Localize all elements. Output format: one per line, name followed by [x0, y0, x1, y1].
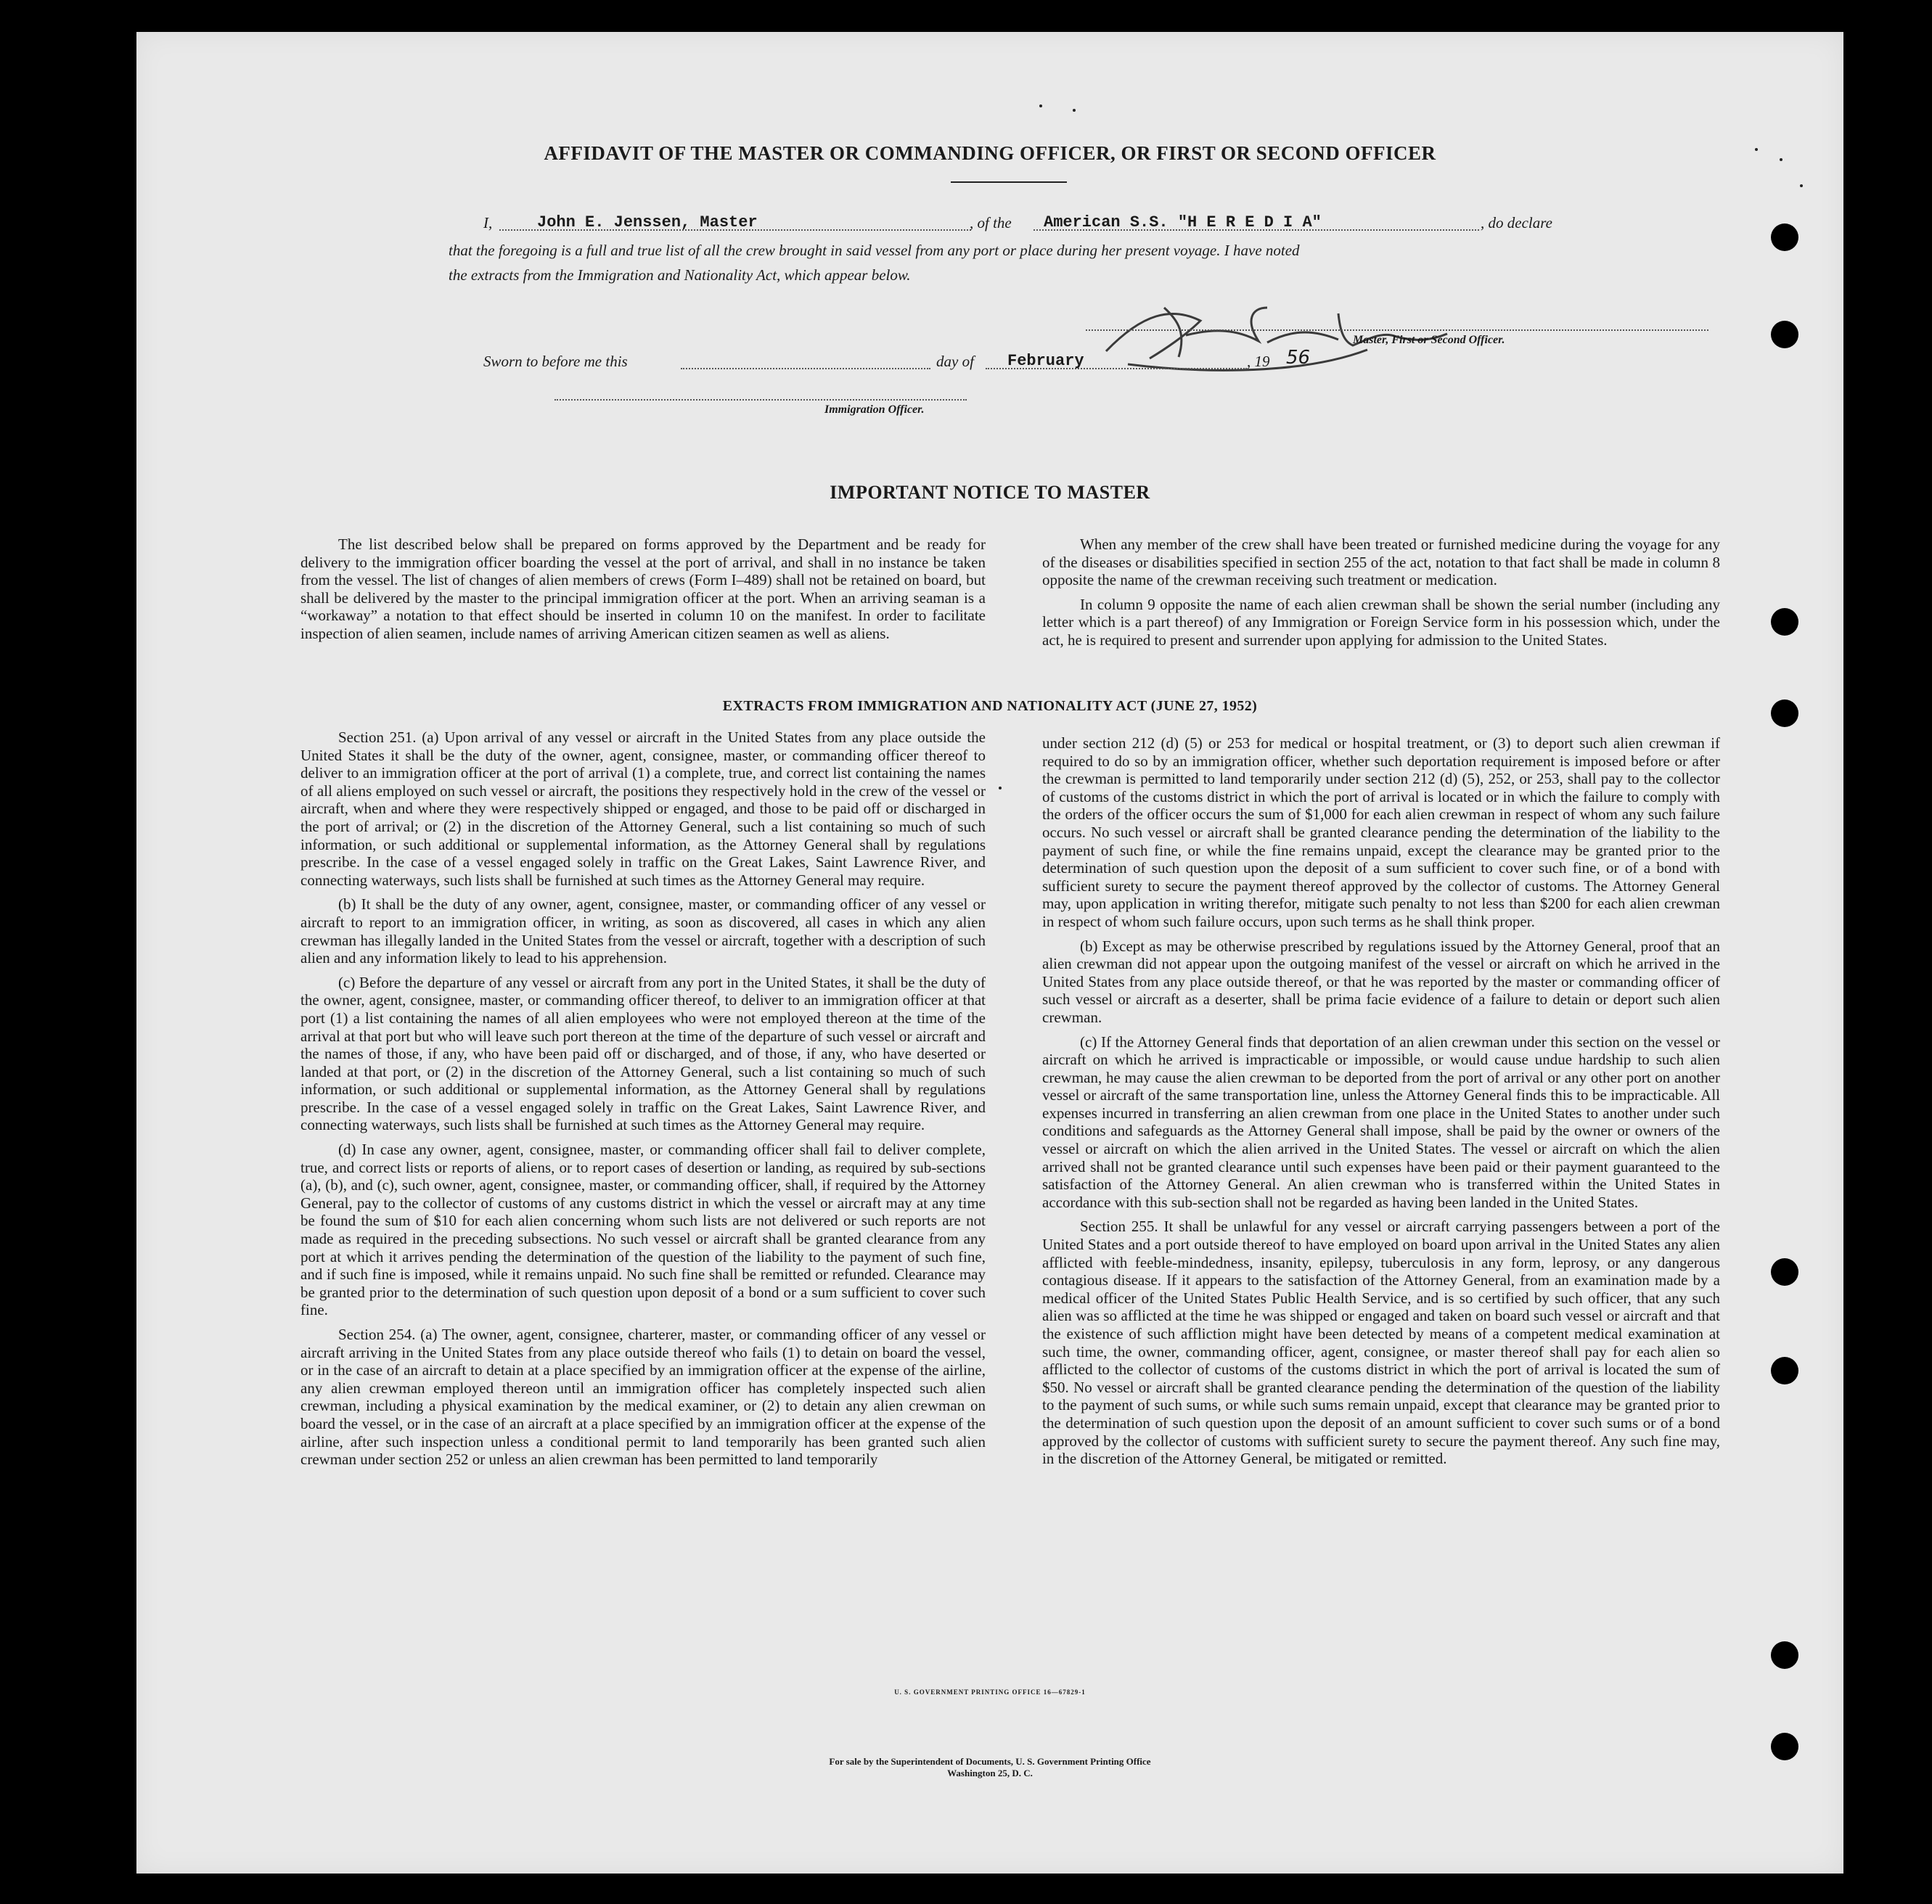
punch-hole [1771, 1733, 1798, 1760]
do-declare-label: , do declare [1481, 214, 1552, 231]
section-254-c: (c) If the Attorney General finds that deportation of an alien crewman under this section on the vessel or aircraft on which he arrived is impracticable or impossible, or would cause undue hardship to such alien crewman, he may cause the alien crewman to be deported from the port of arrival or any other port on another vessel or aircraft of the same transportation line, unless the Attorney General finds this to be impracticable. All expenses incurred in transferring an alien crewman from one place in the United States to another under such conditions and safeguards as the Attorney General shall impose, shall be paid by the owner or owners of the vessel or aircraft on which the alien arrived in the United States. The vessel or aircraft on which the alien arrived shall not be granted clearance until such expenses have been paid or their payment guaranteed to the satisfaction of the Attorney General. An alien crewman who is transferred within the United States in accordance with this sub-section shall not be regarded as having been landed in the United States. [1042, 1033, 1720, 1211]
notice-left-column [300, 536, 986, 649]
year-field[interactable]: 56 [1286, 347, 1311, 369]
punch-hole [1771, 1357, 1798, 1384]
declaration-line-3: the extracts from the Immigration and Nationality Act, which appear below. [449, 266, 911, 284]
day-of-label: day of [936, 353, 974, 370]
section-255: Section 255. It shall be unlawful for any vessel or aircraft carrying passengers between a port of the United States and a port outside thereof to have employed on board upon arrival in the United States any alien afflicted with feeble-mindedness, insanity, epilepsy, tuberculosis in any form, leprosy, or any dangerous contagious disease. If it appears to the satisfaction of the Attorney General, from an examination made by a medical officer of the United States Public Health Service, and is so certified by such officer, that any such alien was so afflicted at the time he was shipped or engaged and taken on board such vessel or aircraft and that the existence of such affliction might have been detected by means of a competent medical examination at such time, the owner, commanding officer, agent, consignee, or master thereof shall pay for each alien so afflicted to the collector of customs of the customs district in which the port of arrival is located the sum of $50. No vessel or aircraft shall be granted clearance pending the determination of the question of the liability to the payment of such sums, or while such sums remain unpaid, except that clearance may be granted prior to the determination of such question upon the deposit of an amount sufficient to cover such sums or of a bond approved by the collector of customs with sufficient surety to secure the payment thereof. Any such fine may, in the discretion of the Attorney General, be mitigated or remitted. [1042, 1218, 1720, 1468]
section-251-d: (d) In case any owner, agent, consignee, master, or commanding officer shall fail to deliver complete, true, and correct lists or reports of aliens, or to report cases of desertion or landing, as required by sub-sections (a), (b), and (c), such owner, agent, consignee, master, or commanding officer, shall, if required by the Attorney General, pay to the collector of customs of any customs district in which the vessel or aircraft may at any time be found the sum of $10 for each alien concerning whom such lists are not delivered or such reports are not made as required in the preceding subsections. No such vessel or aircraft shall be granted clearance from any port at which it arrives pending the determination of the question of the liability to the payment of such fine, and if such fine is imposed, while it remains unpaid. No such fine shall be remitted or refunded. Clearance may be granted prior to the determination of such question upon deposit of a bond or a sum sufficient to cover such fine. [300, 1141, 986, 1319]
master-name-field[interactable]: John E. Jenssen, Master [537, 213, 758, 231]
month-field[interactable]: February [1007, 352, 1084, 370]
punch-hole [1771, 699, 1798, 727]
sworn-day-dotted-line [681, 368, 930, 369]
of-the-label: , of the [970, 214, 1012, 231]
sale-notice-line-2: Washington 25, D. C. [947, 1768, 1033, 1778]
sale-notice-line-1: For sale by the Superintendent of Documents, U. S. Government Printing Office [829, 1756, 1151, 1767]
extracts-left-column [300, 729, 986, 1475]
section-251-a: Section 251. (a) Upon arrival of any vessel or aircraft in the United States from any place outside the United States it shall be the duty of the owner, agent, consignee, master, or commanding officer thereof to deliver to an immigration officer at the port of arrival (1) a complete, true, and correct list containing the names of all aliens employed on such vessel or aircraft, the positions they respectively hold in the crew of the vessel or aircraft, when and where they were respectively shipped or engaged, and those to be paid off or discharged in the port of arrival; or (2) in the discretion of the Attorney General, such a list containing so much of such information, or such additional or supplemental information, as the Attorney General shall by regulations prescribe. In the case of a vessel engaged solely in traffic on the Great Lakes, Saint Lawrence River, and connecting waterways, such lists shall be furnished at such times as the Attorney General may require. [300, 729, 986, 889]
punch-hole [1771, 1258, 1798, 1286]
punch-hole [1771, 321, 1798, 348]
section-251-c: (c) Before the departure of any vessel or aircraft from any port in the United States, it shall be the duty of the owner, agent, consignee, master, or commanding officer thereof, to deliver to an immigration officer at that port (1) a list containing the names of all alien employees who were not employed thereon at the time of the arrival at that port but who will leave such port thereon at the time of the departure of such vessel or aircraft and the names of those, if any, who have been paid off or discharged, and of those, if any, who have deserted or landed at that port, or (2) in the discretion of the Attorney General, such a list containing so much of such information, or such additional or supplemental information, as the Attorney General shall by regulations prescribe. In the case of a vessel engaged solely in traffic on the Great Lakes, Saint Lawrence River, and connecting waterways, such lists shall be furnished at such times as the Attorney General may require. [300, 973, 986, 1134]
sale-notice [136, 1756, 1843, 1779]
sworn-label: Sworn to before me this [483, 353, 628, 370]
section-254-a: Section 254. (a) The owner, agent, consignee, charterer, master, or commanding officer of any vessel or aircraft arriving in the United States from any place outside thereof who fails (1) to detain on board the vessel, or in the case of an aircraft to detain at a place specified by an immigration officer at the expense of the airline, any alien crewman employed thereon until an immigration officer has completely inspected such alien crewman, including a physical examination by the medical examiner, or (2) to detain any alien crewman on board the vessel, or in the case of an aircraft at a place specified by an immigration officer at the expense of the airline, after such inspection unless a conditional permit to land temporarily has been granted such alien crewman under section 252 or unless an alien crewman has been permitted to land temporarily [300, 1326, 986, 1469]
immigration-officer-dotted-line [554, 399, 967, 401]
extracts-title: EXTRACTS FROM IMMIGRATION AND NATIONALITY ACT (JUNE 27, 1952) [722, 698, 1258, 714]
declaration-line-2: that the foregoing is a full and true list of all the crew brought in said vessel from any port or place during her present voyage. I have noted [449, 242, 1300, 259]
notice-paragraph: When any member of the crew shall have been treated or furnished medicine during the voyage for any of the diseases or disabilities specified in section 255 of the act, notation to that fact shall be made in column 8 opposite the name of the crewman receiving such treatment or medication. [1042, 536, 1720, 589]
scan-speck [1039, 104, 1042, 107]
immigration-officer-caption: Immigration Officer. [824, 403, 925, 416]
notice-paragraph: The list described below shall be prepared on forms approved by the Department and be ready for delivery to the immigration officer boarding the vessel at the port of arrival, and shall in no instance be taken from the vessel. The list of changes of alien members of crews (Form I–489) shall not be retained on board, but shall be delivered by the master to the principal immigration officer at the port. When an arriving seaman is a “workaway” a notation to that effect should be inserted in column 10 on the manifest. In order to facilitate inspection of alien seamen, include names of arriving American citizen seamen as well as aliens. [300, 536, 986, 642]
year-prefix: , 19 [1247, 353, 1270, 370]
scan-speck [1755, 148, 1758, 151]
printing-office-line: U. S. GOVERNMENT PRINTING OFFICE 16—67829-1 [894, 1688, 1086, 1696]
section-254-b: (b) Except as may be otherwise prescribed by regulations issued by the Attorney General, proof that an alien crewman did not appear upon the outgoing manifest of the vessel or aircraft on which he arrived in the United States from any place outside thereof, or that he was reported by the master or commanding officer of such vessel or aircraft as a deserter, shall be prima facie evidence of a failure to detain or deport such alien crewman. [1042, 937, 1720, 1026]
notice-right-column [1042, 536, 1720, 656]
scan-speck [999, 787, 1002, 789]
scan-speck [1780, 158, 1782, 161]
vessel-field[interactable]: American S.S. "H E R E D I A" [1044, 213, 1322, 231]
form-page [136, 32, 1843, 1874]
extracts-right-column [1042, 734, 1720, 1474]
punch-hole [1771, 223, 1798, 251]
section-251-b: (b) It shall be the duty of any owner, agent, consignee, master, or commanding officer of any vessel or aircraft to report to an immigration officer, in writing, as soon as discovered, all cases in which any alien crewman has illegally landed in the United States from the vessel or aircraft, together with a description of such alien and any information likely to lead to his apprehension. [300, 895, 986, 967]
section-254-a-continued: under section 212 (d) (5) or 253 for medical or hospital treatment, or (3) to deport such alien crewman if required to do so by an immigration officer, whether such deportation requirement is imposed before or after the crewman is permitted to land temporarily under section 212 (d) (5), 252, or 253, shall pay to the collector of customs of the customs district in which the port of arrival is located or in which the failure to comply with the orders of the officer occurs the sum of $1,000 for each alien crewman in respect of whom any such failure occurs. No such vessel or aircraft shall be granted clearance pending the determination of the liability to the payment of such fine, or while the fine remains unpaid, except the clearance may be granted prior to the determination of such question upon the deposit of a sum sufficient to cover such fine, or of a bond with sufficient surety to secure the payment thereof approved by the collector of customs. The Attorney General may, upon application in writing therefor, mitigate such penalty to not less than $200 for each alien crewman in respect of whom such failure occurs, upon such terms as he shall think proper. [1042, 734, 1720, 930]
signature-caption: Master, First or Second Officer. [1353, 334, 1505, 346]
scan-speck [1073, 109, 1076, 112]
signature-dotted-line [1086, 329, 1708, 331]
notice-title: IMPORTANT NOTICE TO MASTER [830, 482, 1150, 503]
affidavit-title: AFFIDAVIT OF THE MASTER OR COMMANDING OFFICER, OR FIRST OR SECOND OFFICER [544, 142, 1436, 164]
punch-hole [1771, 1641, 1798, 1669]
punch-hole [1771, 608, 1798, 636]
title-divider [951, 181, 1067, 183]
notice-paragraph: In column 9 opposite the name of each alien crewman shall be shown the serial number (including any letter which is a part thereof) of any Immigration or Foreign Service form in his possession which, under the act, he is required to present and surrender upon applying for admission to the United States. [1042, 595, 1720, 649]
i-label: I, [483, 214, 493, 231]
scan-speck [1800, 184, 1803, 187]
